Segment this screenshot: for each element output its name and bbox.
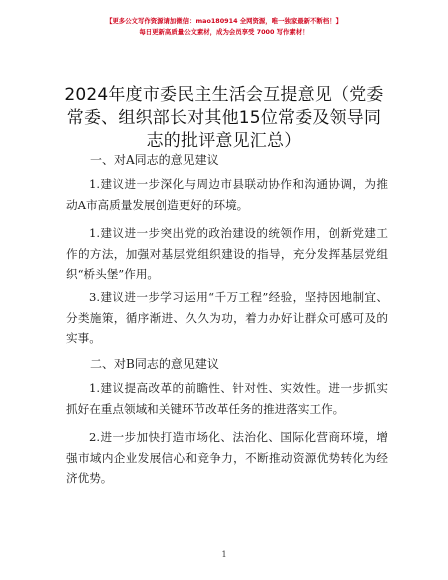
paragraph-a-2: 1.建议进一步突出党的政治建设的统领作用，创新党建工作的方法，加强对基层党组织建设的指导，充分发挥基层党组织“桥头堡”作用。 bbox=[66, 226, 388, 281]
promo-banner bbox=[0, 16, 448, 38]
promo-banner-line1: 【更多公文写作资源请加微信：mao180914 全网资源，唯一独家最新不断档！】 bbox=[106, 17, 342, 25]
page-number: 1 bbox=[221, 550, 227, 559]
section-heading-a: 一、对A同志的意见建议 bbox=[90, 153, 219, 167]
paragraph-b-2: 2.进一步加快打造市场化、法治化、国际化营商环境，增强市域内企业发展信心和竞争力，不断推动资源优势转化为经济优势。 bbox=[66, 430, 388, 485]
document-title: 2024年度市委民主生活会互提意见（党委常委、组织部长对其他15位常委及领导同志的批评意见汇总） bbox=[64, 85, 384, 151]
paragraph-a-3: 3.建议进一步学习运用“千万工程”经验，坚持因地制宜、分类施策，循序渐进、久久为功，着力办好让群众可感可及的实事。 bbox=[66, 290, 388, 345]
section-heading-b: 二、对B同志的意见建议 bbox=[90, 357, 219, 371]
promo-banner-line2: 每日更新高质量公文素材，成为会员享受 7000 写作素材！ bbox=[139, 28, 309, 36]
paragraph-b-1: 1.建议提高改革的前瞻性、针对性、实效性。进一步抓实抓好在重点领域和关键环节改革任务的推进落实工作。 bbox=[66, 381, 388, 416]
paragraph-a-1: 1.建议进一步深化与周边市县联动协作和沟通协调，为推动A市高质量发展创造更好的环境。 bbox=[66, 177, 388, 212]
